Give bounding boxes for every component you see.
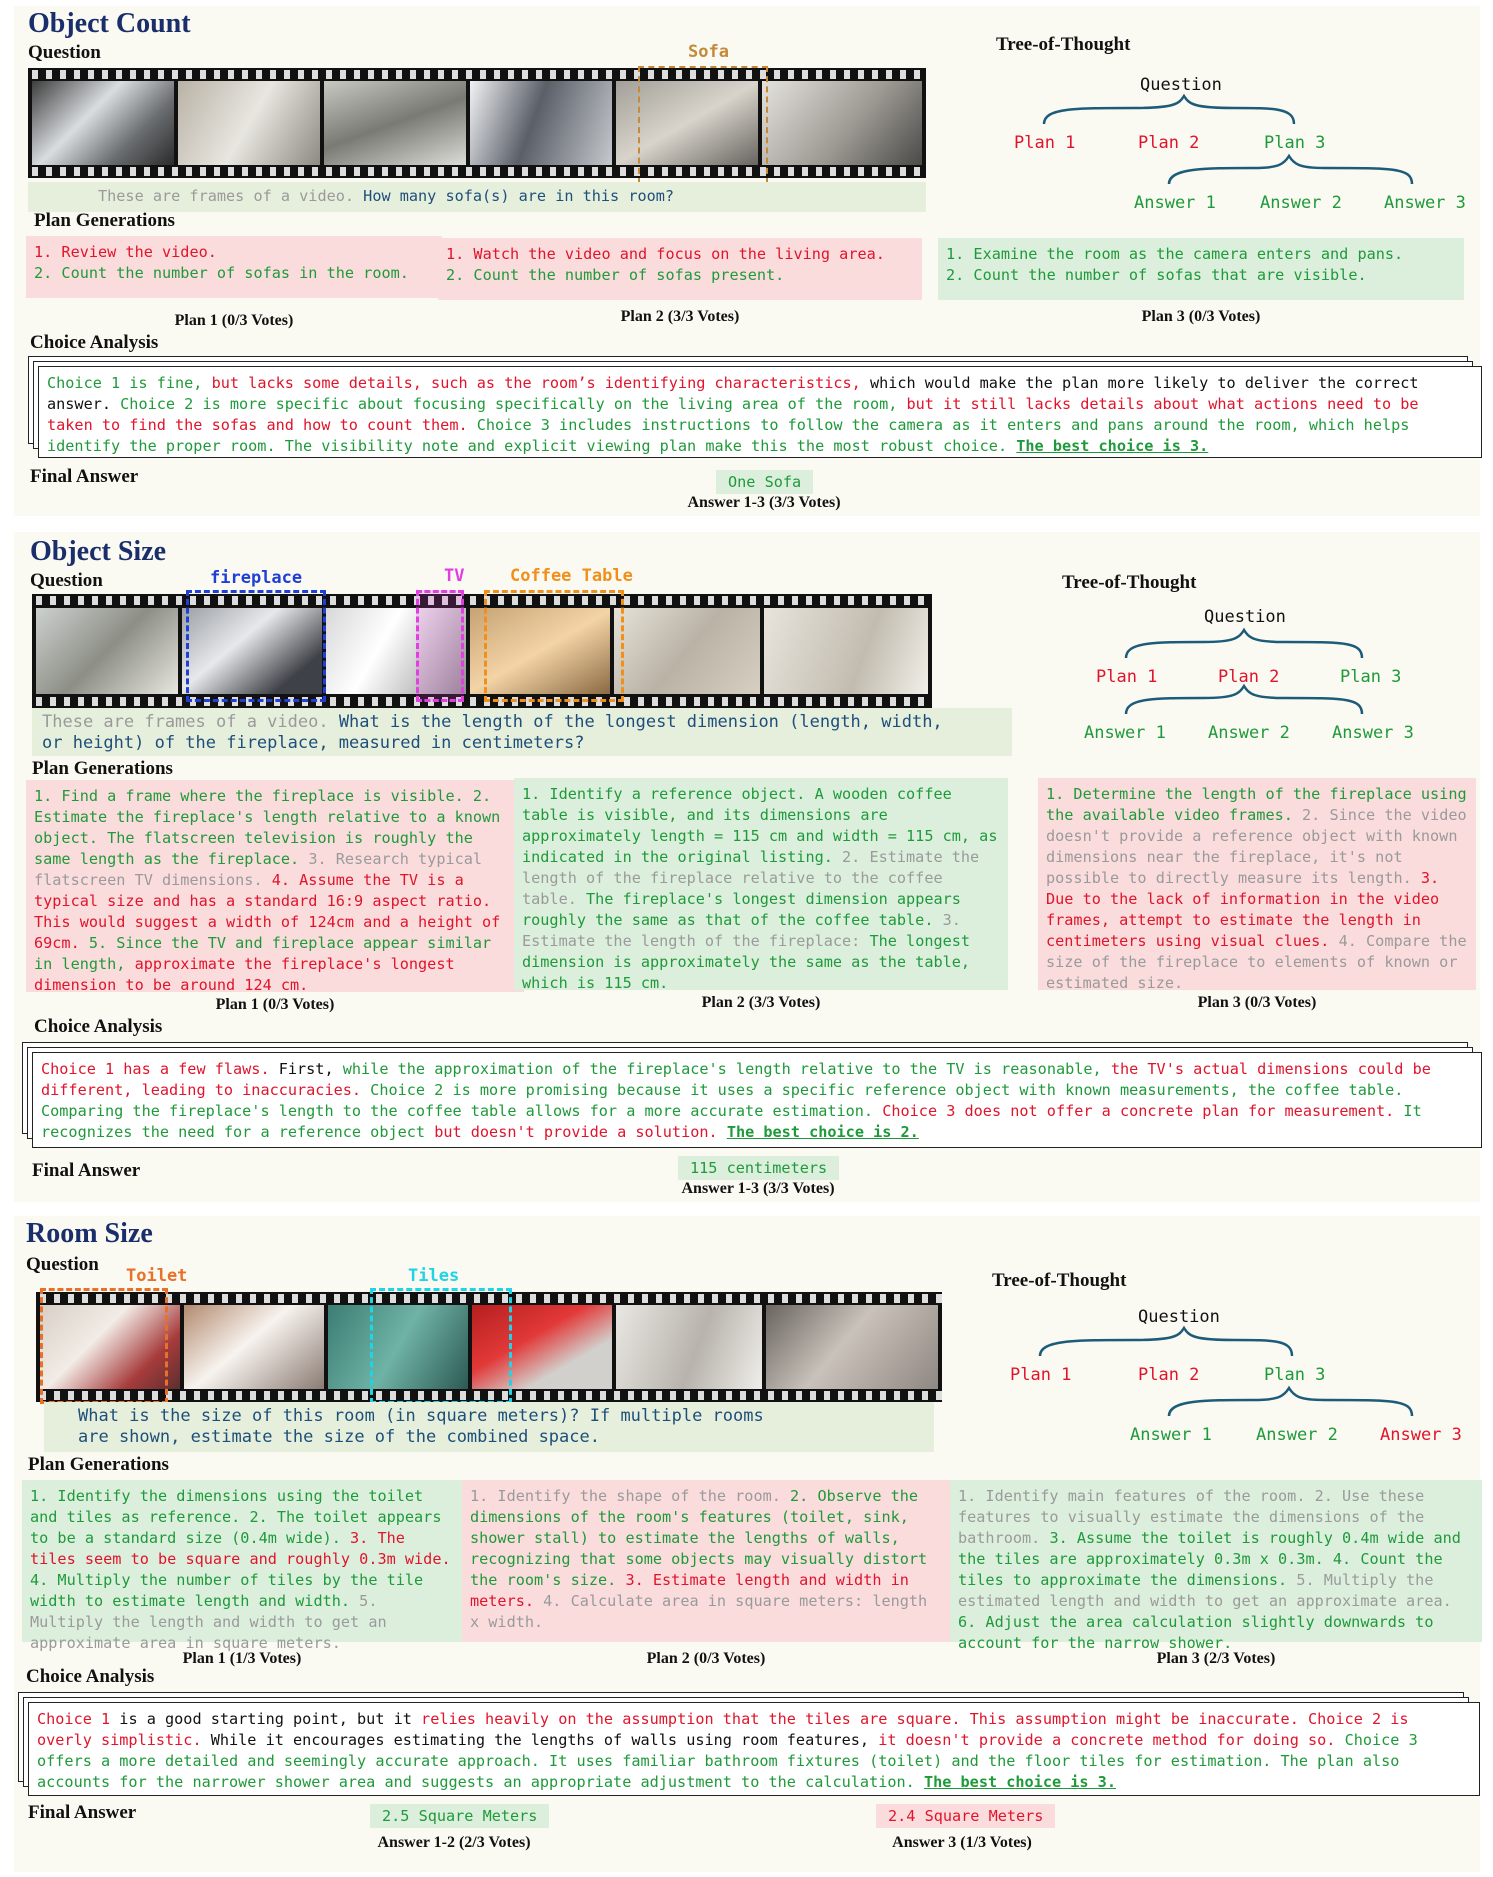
plan-line: 1. Review the video. bbox=[34, 243, 217, 261]
room-size-panel bbox=[14, 1216, 1480, 1872]
question-text-2: or height) of the fireplace, measured in centimeters? bbox=[42, 733, 585, 753]
fireplace-bounding-box bbox=[186, 590, 326, 702]
tree-plan-3: Plan 3 bbox=[1264, 1365, 1326, 1385]
choice-analysis-stack bbox=[22, 1042, 1482, 1150]
choice-analysis-text: Choice 1 is fine, but lacks some details, such as the room’s identifying characteristics, which would make the plan more likely to deliver the correct answer. Choice 2 is more specific about focusing specifically on the living area of the room, but it still lacks details about what actions need to be taken to find the sofas and how to count them. Choice 3 includes instructions to follow the camera as it enters and pans around the room, which helps identify the proper room. The visibility note and explicit viewing plan make this the most robust choice. The best choice is 3. bbox=[38, 366, 1482, 458]
object-count-panel bbox=[14, 6, 1480, 516]
tree-plan-3: Plan 3 bbox=[1264, 133, 1326, 153]
plan-1-box bbox=[26, 236, 442, 298]
plan-line: 2. Count the number of sofas present. bbox=[446, 266, 785, 284]
coffee-table-bounding-box bbox=[484, 590, 624, 702]
choice-analysis-stack bbox=[28, 356, 1482, 458]
tree-title: Tree-of-Thought bbox=[992, 1270, 1127, 1291]
final-answer-chip: One Sofa bbox=[716, 470, 813, 494]
plan-1-votes: Plan 1 (0/3 Votes) bbox=[174, 312, 294, 329]
final-answer-votes-2: Answer 3 (1/3 Votes) bbox=[892, 1834, 1032, 1851]
plan-3-votes: Plan 3 (0/3 Votes) bbox=[1197, 994, 1317, 1011]
tree-answer-3: Answer 3 bbox=[1380, 1425, 1462, 1445]
tree-plan-2: Plan 2 bbox=[1138, 1365, 1200, 1385]
tree-svg bbox=[1044, 598, 1484, 768]
sofa-bounding-box bbox=[638, 66, 768, 184]
section-title: Object Count bbox=[28, 8, 191, 39]
question-label: Question bbox=[28, 42, 101, 63]
tv-box-label: TV bbox=[444, 566, 465, 586]
section-title: Room Size bbox=[26, 1218, 153, 1249]
tree-question: Question bbox=[1138, 1307, 1220, 1327]
plan-2-votes: Plan 2 (3/3 Votes) bbox=[701, 994, 821, 1011]
plan-3-box bbox=[938, 238, 1464, 300]
question-prefix: These are frames of a video. bbox=[98, 187, 364, 205]
tv-bounding-box bbox=[416, 590, 464, 702]
video-filmstrip bbox=[32, 594, 932, 708]
video-frame bbox=[616, 1305, 762, 1389]
question-text-2: are shown, estimate the size of the combined space. bbox=[78, 1427, 600, 1447]
plan-generations-label: Plan Generations bbox=[28, 1454, 169, 1475]
tree-question: Question bbox=[1204, 607, 1286, 627]
question-box bbox=[44, 1402, 934, 1452]
tree-question: Question bbox=[1140, 75, 1222, 95]
choice-analysis-text: Choice 1 is a good starting point, but it relies heavily on the assumption that the tiles are square. This assumption might be inaccurate. Choice 2 is overly simplistic. While it encourages estimating the lengths of walls using room features, it doesn't provide a concrete method for doing so. Choice 3 offers a more detailed and seemingly accurate approach. It uses familiar bathroom fixtures (toilet) and the floor tiles for estimation. The plan also accounts for the narrower shower area and suggests an appropriate adjustment to the calculation. The best choice is 3. bbox=[28, 1702, 1480, 1796]
video-frame bbox=[766, 1305, 938, 1389]
video-frame bbox=[324, 81, 466, 165]
video-frame bbox=[614, 608, 760, 694]
video-frame bbox=[32, 81, 174, 165]
tree-of-thought bbox=[974, 1298, 1474, 1458]
final-answer-chip: 115 centimeters bbox=[678, 1156, 839, 1180]
tree-svg bbox=[974, 66, 1474, 226]
final-answer-votes-1: Answer 1-2 (2/3 Votes) bbox=[377, 1834, 531, 1851]
video-frame bbox=[178, 81, 320, 165]
question-box bbox=[28, 182, 926, 212]
tree-answer-3: Answer 3 bbox=[1332, 723, 1414, 743]
tree-plan-3: Plan 3 bbox=[1340, 667, 1402, 687]
final-answer-label: Final Answer bbox=[30, 466, 139, 487]
question-text: What is the length of the longest dimension (length, width, bbox=[338, 712, 943, 732]
question-prefix: These are frames of a video. bbox=[42, 712, 339, 732]
tree-answer-1: Answer 1 bbox=[1084, 723, 1166, 743]
video-frame bbox=[36, 608, 178, 694]
plan-3-box: 1. Identify main features of the room. 2. Use these features to visually estimate the dimensions of the bathroom. 3. Assume the toilet is roughly 0.4m wide and the tiles are approximately 0.3m x 0.3m. 4. Count the tiles to approximate the dimensions. 5. Multiply the estimated length and width to get an approximate area. 6. Adjust the area calculation slightly downwards to account for the narrow shower. bbox=[950, 1480, 1482, 1642]
tiles-bounding-box bbox=[370, 1288, 512, 1404]
plan-line: 2. Count the number of sofas that are visible. bbox=[946, 266, 1367, 284]
final-answer-label: Final Answer bbox=[32, 1160, 141, 1181]
tree-title: Tree-of-Thought bbox=[1062, 572, 1197, 593]
video-frame bbox=[762, 81, 922, 165]
tree-answer-1: Answer 1 bbox=[1134, 193, 1216, 213]
final-answer-votes: Answer 1-3 (3/3 Votes) bbox=[687, 494, 841, 511]
plan-line: 1. Examine the room as the camera enters and pans. bbox=[946, 245, 1404, 263]
object-size-panel bbox=[14, 532, 1480, 1202]
video-filmstrip bbox=[28, 68, 926, 178]
tree-plan-1: Plan 1 bbox=[1096, 667, 1158, 687]
tree-plan-2: Plan 2 bbox=[1138, 133, 1200, 153]
tiles-box-label: Tiles bbox=[408, 1266, 460, 1286]
plan-2-votes: Plan 2 (0/3 Votes) bbox=[646, 1650, 766, 1667]
sofa-box-label: Sofa bbox=[688, 42, 729, 62]
video-frame bbox=[470, 81, 612, 165]
plan-3-votes: Plan 3 (0/3 Votes) bbox=[1141, 308, 1261, 325]
tree-plan-1: Plan 1 bbox=[1014, 133, 1076, 153]
plan-1-votes: Plan 1 (1/3 Votes) bbox=[182, 1650, 302, 1667]
choice-analysis-stack bbox=[18, 1692, 1480, 1796]
plan-1-box: 1. Identify the dimensions using the toilet and tiles as reference. 2. The toilet appears to be a standard size (0.4m wide). 3. The tiles seem to be square and roughly 0.3m wide. 4. Multiply the number of tiles by the tile width to estimate length and width. 5. Multiply the length and width to get an approximate area in square meters. bbox=[22, 1480, 462, 1642]
question-text: What is the size of this room (in square meters)? If multiple rooms bbox=[78, 1406, 764, 1426]
best-choice: The best choice is 3. bbox=[1016, 437, 1209, 455]
final-answer-label: Final Answer bbox=[28, 1802, 137, 1823]
plan-1-box: 1. Find a frame where the fireplace is visible. 2. Estimate the fireplace's length relative to a known object. The flatscreen television is roughly the same length as the fireplace. 3. Research typical flatscreen TV dimensions. 4. Assume the TV is a typical size and has a standard 16:9 aspect ratio. This would suggest a width of 124cm and a height of 69cm. 5. Since the TV and fireplace appear similar in length, approximate the fireplace's longest dimension to be around 124 cm. bbox=[26, 780, 524, 992]
fireplace-box-label: fireplace bbox=[210, 568, 303, 588]
tree-of-thought bbox=[974, 66, 1474, 226]
final-answer-chip-1: 2.5 Square Meters bbox=[370, 1804, 549, 1828]
tree-of-thought bbox=[1044, 598, 1484, 768]
video-frame bbox=[184, 1305, 324, 1389]
tree-plan-1: Plan 1 bbox=[1010, 1365, 1072, 1385]
choice-analysis-label: Choice Analysis bbox=[30, 332, 159, 353]
choice-analysis-label: Choice Analysis bbox=[34, 1016, 163, 1037]
plan-3-box: 1. Determine the length of the fireplace using the available video frames. 2. Since the video doesn't provide a reference object with known dimensions near the fireplace, it's not possible to directly measure its length. 3. Due to the lack of information in the video frames, attempt to estimate the length in centimeters using visual clues. 4. Compare the size of the fireplace to elements of known or estimated size. bbox=[1038, 778, 1476, 990]
tree-answer-2: Answer 2 bbox=[1256, 1425, 1338, 1445]
plan-line: 1. Watch the video and focus on the living area. bbox=[446, 245, 885, 263]
final-answer-votes: Answer 1-3 (3/3 Votes) bbox=[681, 1180, 835, 1197]
coffee-table-box-label: Coffee Table bbox=[510, 566, 633, 586]
tree-plan-2: Plan 2 bbox=[1218, 667, 1280, 687]
section-title: Object Size bbox=[30, 536, 167, 567]
tree-answer-1: Answer 1 bbox=[1130, 1425, 1212, 1445]
plan-2-box: 1. Identify a reference object. A wooden coffee table is visible, and its dimensions are approximately length = 115 cm and width = 115 cm, as indicated in the original listing. 2. Estimate the length of the fireplace relative to the coffee table. The fireplace's longest dimension appears roughly the same as that of the coffee table. 3. Estimate the length of the fireplace: The longest dimension is approximately the same as the table, which is 115 cm. bbox=[514, 778, 1008, 990]
question-label: Question bbox=[26, 1254, 99, 1275]
tree-answer-2: Answer 2 bbox=[1208, 723, 1290, 743]
plan-2-box: 1. Identify the shape of the room. 2. Observe the dimensions of the room's features (toilet, sink, shower stall) to estimate the lengths of walls, recognizing that some objects may visually distort the room's size. 3. Estimate length and width in meters. 4. Calculate area in square meters: length x width. bbox=[462, 1480, 950, 1642]
question-label: Question bbox=[30, 570, 103, 591]
question-text: How many sofa(s) are in this room? bbox=[363, 187, 675, 205]
final-answer-chip-2: 2.4 Square Meters bbox=[876, 1804, 1055, 1828]
plan-2-box bbox=[438, 238, 922, 300]
choice-analysis-label: Choice Analysis bbox=[26, 1666, 155, 1687]
best-choice: The best choice is 3. bbox=[923, 1773, 1116, 1791]
plan-3-votes: Plan 3 (2/3 Votes) bbox=[1156, 1650, 1276, 1667]
plan-1-votes: Plan 1 (0/3 Votes) bbox=[215, 996, 335, 1013]
plan-generations-label: Plan Generations bbox=[32, 758, 173, 779]
choice-analysis-text: Choice 1 has a few flaws. First, while the approximation of the fireplace's length relative to the TV is reasonable, the TV's actual dimensions could be different, leading to inaccuracies. Choice 2 is more promising because it uses a specific reference object with known measurements, the coffee table. Comparing the fireplace's length to the coffee table allows for a more accurate estimation. Choice 3 does not offer a concrete plan for measurement. It recognizes the need for a reference object but doesn't provide a solution. The best choice is 2. bbox=[32, 1052, 1482, 1148]
tree-answer-2: Answer 2 bbox=[1260, 193, 1342, 213]
toilet-bounding-box bbox=[40, 1288, 168, 1404]
plan-2-votes: Plan 2 (3/3 Votes) bbox=[620, 308, 740, 325]
question-box bbox=[32, 708, 1012, 756]
best-choice: The best choice is 2. bbox=[726, 1123, 919, 1141]
tree-answer-3: Answer 3 bbox=[1384, 193, 1466, 213]
tree-title: Tree-of-Thought bbox=[996, 34, 1131, 55]
video-frame bbox=[764, 608, 928, 694]
toilet-box-label: Toilet bbox=[126, 1266, 188, 1286]
plan-line: 2. Count the number of sofas in the room. bbox=[34, 264, 409, 282]
plan-generations-label: Plan Generations bbox=[34, 210, 175, 231]
tree-svg bbox=[974, 1298, 1474, 1458]
